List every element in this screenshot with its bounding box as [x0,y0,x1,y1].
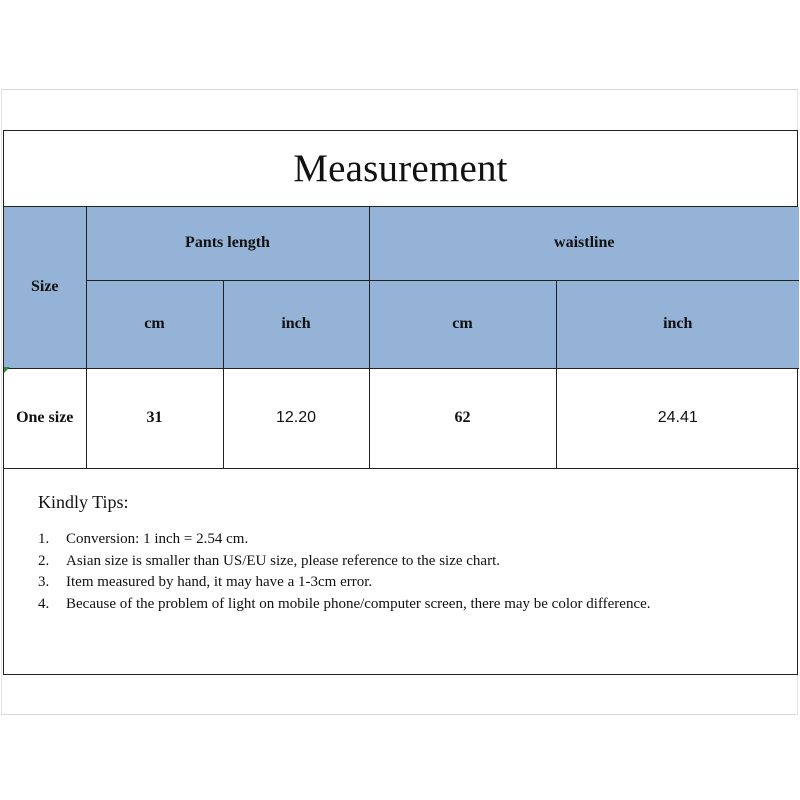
tip-number: 1. [38,531,50,547]
pants-length-inch-cell: 12.20 [223,368,369,468]
table-unit-row [4,280,799,368]
list-item [38,572,718,594]
tips-list [38,529,718,615]
tip-text: Asian size is smaller than US/EU size, please reference to the size chart. [66,552,500,569]
tip-number: 4. [38,595,50,612]
table-header-row [4,207,799,280]
list-item [38,529,718,551]
size-table [4,207,799,469]
tips-section [4,468,797,675]
list-item [38,594,718,616]
waistline-header: waistline [369,207,799,280]
sheet-title: Measurement [4,131,797,207]
waistline-cm-header: cm [369,280,556,368]
waistline-cm-cell: 62 [369,368,556,468]
tip-text: Conversion: 1 inch = 2.54 cm. [66,531,249,547]
table-row [4,368,799,468]
size-cell: One size [4,368,86,468]
list-item [38,551,718,573]
pants-length-cm-cell: 31 [86,368,223,468]
tip-number: 3. [38,574,50,590]
measurement-sheet [3,130,798,675]
cell-corner-marker [4,367,10,373]
waistline-inch-cell: 24.41 [556,368,799,468]
tip-text: Item measured by hand, it may have a 1-3cm error. [66,574,373,590]
tips-heading: Kindly Tips: [38,492,129,512]
waistline-inch-header: inch [556,280,799,368]
pants-length-header: Pants length [86,207,369,280]
size-column-header: Size [4,207,86,368]
pants-length-inch-header: inch [223,280,369,368]
pants-length-cm-header: cm [86,280,223,368]
tip-text: Because of the problem of light on mobile phone/computer screen, there may be color difference. [66,595,651,612]
tip-number: 2. [38,552,50,569]
